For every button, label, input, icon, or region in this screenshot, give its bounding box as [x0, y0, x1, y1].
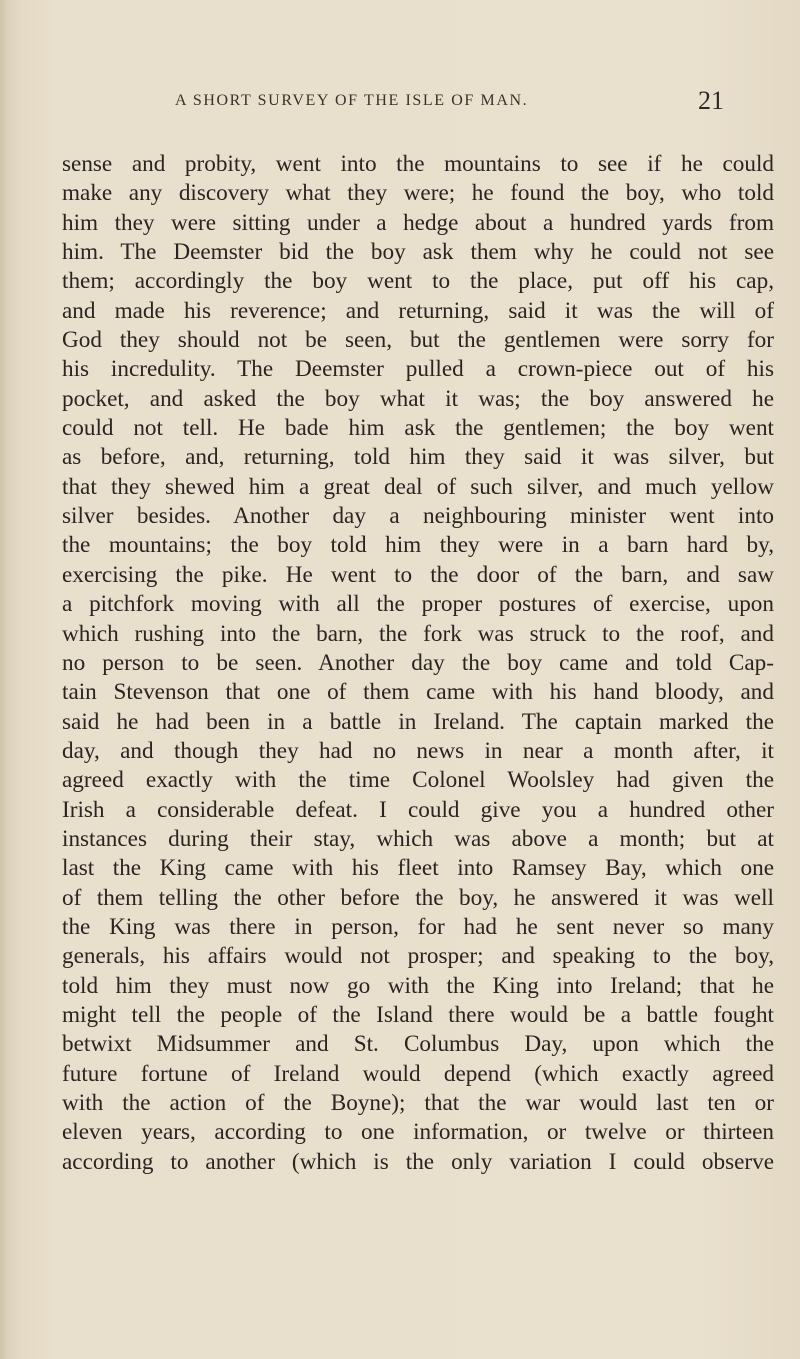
- text-line: tain Stevenson that one of them came with his hand bloody, and: [62, 679, 774, 706]
- text-line: told him they must now go with the King into Ireland; that he: [62, 972, 774, 999]
- text-line: silver besides. Another day a neighbouring minister went into: [62, 503, 774, 530]
- text-line: according to another (which is the only variation I could observe: [62, 1148, 774, 1175]
- text-line: last the King came with his fleet into Ramsey Bay, which one: [62, 855, 774, 882]
- text-line: no person to be seen. Another day the boy came and told Cap-: [62, 649, 774, 676]
- text-line: eleven years, according to one information, or twelve or thirteen: [62, 1119, 774, 1146]
- text-line: with the action of the Boyne); that the war would last ten or: [62, 1090, 774, 1116]
- text-line: said he had been in a battle in Ireland. The captain marked the: [62, 708, 774, 735]
- text-line: him. The Deemster bid the boy ask them why he could not see: [62, 239, 774, 266]
- text-line: them; accordingly the boy went to the place, put off his cap,: [62, 268, 774, 295]
- text-line: as before, and, returning, told him they said it was silver, but: [62, 444, 774, 471]
- text-line: agreed exactly with the time Colonel Woolsley had given the: [62, 767, 774, 794]
- text-line: the mountains; the boy told him they were in a barn hard by,: [62, 532, 774, 559]
- text-line: make any discovery what they were; he found the boy, who told: [62, 180, 774, 207]
- text-line: a pitchfork moving with all the proper postures of exercise, upon: [62, 591, 774, 618]
- running-head-title: A SHORT SURVEY OF THE ISLE OF MAN.: [175, 92, 529, 109]
- text-line: which rushing into the barn, the fork was struck to the roof, and: [62, 620, 774, 647]
- text-line: generals, his affairs would not prosper; and speaking to the boy,: [62, 943, 774, 970]
- text-line: sense and probity, went into the mountains to see if he could: [62, 151, 774, 177]
- text-line: instances during their stay, which was above a month; but at: [62, 825, 774, 852]
- running-head: [0, 86, 800, 116]
- text-line: his incredulity. The Deemster pulled a crown-piece out of his: [62, 356, 774, 383]
- text-line: might tell the people of the Island there would be a battle fought: [62, 1001, 774, 1028]
- text-line: Irish a considerable defeat. I could give you a hundred other: [62, 796, 774, 823]
- text-line: pocket, and asked the boy what it was; the boy answered he: [62, 385, 774, 412]
- text-line: exercising the pike. He went to the door of the barn, and saw: [62, 561, 774, 588]
- text-line: day, and though they had no news in near a month after, it: [62, 737, 774, 764]
- text-line: and made his reverence; and returning, said it was the will of: [62, 297, 774, 324]
- text-line: of them telling the other before the boy, he answered it was well: [62, 884, 774, 911]
- body-text: [62, 150, 774, 1177]
- page-binding-shadow: [0, 0, 8, 1359]
- text-line: God they should not be seen, but the gentlemen were sorry for: [62, 327, 774, 354]
- text-line: betwixt Midsummer and St. Columbus Day, upon which the: [62, 1031, 774, 1058]
- text-line: that they shewed him a great deal of such silver, and much yellow: [62, 473, 774, 500]
- text-line: the King was there in person, for had he sent never so many: [62, 913, 774, 940]
- text-line: future fortune of Ireland would depend (which exactly agreed: [62, 1060, 774, 1087]
- page-number: 21: [698, 86, 724, 115]
- text-line: him they were sitting under a hedge about a hundred yards from: [62, 209, 774, 236]
- text-line: could not tell. He bade him ask the gentlemen; the boy went: [62, 415, 774, 442]
